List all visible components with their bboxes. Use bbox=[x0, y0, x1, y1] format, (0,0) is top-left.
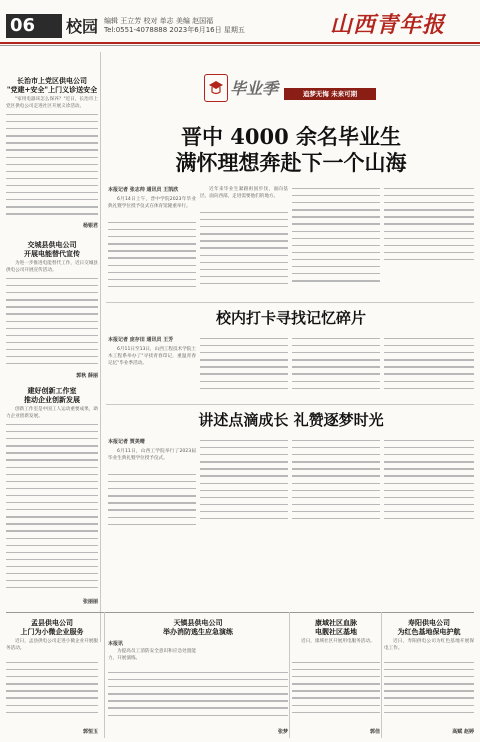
article-2-col-4 bbox=[384, 338, 474, 398]
bottom-article-4-body bbox=[384, 662, 474, 724]
meta-editors: 编辑 王立芳 校对 单志 美编 赵国福 bbox=[104, 17, 214, 25]
page-header bbox=[0, 0, 480, 44]
left-article-1-editor: 杨银君 bbox=[82, 223, 98, 229]
article-3-col-3 bbox=[292, 440, 380, 532]
bottom-article-3-editor: 郭佳 bbox=[369, 729, 380, 735]
header-meta bbox=[104, 17, 245, 35]
left-article-3-text: 创新工作室是中国工人运动重要成果，助力企业创新发展。 bbox=[6, 407, 98, 420]
bottom-article-1-text: 近日，孟县供电公司走进小微企业开展服务活动。 bbox=[6, 639, 98, 652]
header-rule-thin bbox=[0, 45, 480, 46]
article-2-headline: 校内打卡寻找记忆碎片 bbox=[215, 309, 366, 327]
column-divider bbox=[100, 52, 101, 642]
left-article-2-editor: 郭秋 薛丽 bbox=[76, 373, 98, 379]
article-3-headline: 讲述点滴成长 礼赞逐梦时光 bbox=[198, 411, 384, 429]
header-rule bbox=[0, 42, 480, 44]
left-article-2-body bbox=[6, 278, 98, 370]
left-article-3-body bbox=[6, 424, 98, 594]
bottom-article-4-editor: 高赋 赵婷 bbox=[452, 729, 474, 735]
graduation-banner bbox=[218, 76, 378, 106]
main-para-2: 近年来毕业生紧跟祖国步伐，面向基层、面向西部，走进需要他们的地方。 bbox=[200, 187, 288, 200]
left-article-1-text: "家用电器该怎么保养？"近日，长治市上党区供电公司走进社区开展义诊活动。 bbox=[6, 97, 98, 110]
bottom-divider-v3 bbox=[381, 612, 382, 738]
left-article-3-title: 建好创新工作室 推动企业创新发展 bbox=[24, 386, 80, 404]
article-3-lead: 6月11日，山西工学院举行了2023届毕业生典礼暨学位授予仪式。 bbox=[108, 449, 196, 462]
masthead-logo: 山西青年报 bbox=[330, 12, 446, 38]
left-article-1-title: 长治市上党区供电公司 "党建+安全"上门义诊送安全 bbox=[6, 76, 98, 94]
section-divider-1 bbox=[106, 302, 474, 303]
page-number: 06 bbox=[6, 14, 62, 38]
article-3-col-4 bbox=[384, 440, 474, 532]
banner-title: 毕业季 bbox=[230, 79, 279, 98]
bottom-article-4-text: 近日，寿阳供电公司为红色基地开展保电工作。 bbox=[384, 639, 474, 652]
meta-date: Tel:0551-4078888 2023年6月16日 星期五 bbox=[104, 26, 245, 34]
bottom-article-1-title: 孟县供电公司 上门为小微企业服务 bbox=[20, 618, 84, 636]
main-body-col-4 bbox=[384, 188, 474, 270]
article-3-col-1 bbox=[108, 474, 196, 532]
bottom-article-3-title: 康域社区血脉 电靓社区基地 bbox=[315, 618, 357, 636]
bottom-article-2-text: 为提高员工消防安全意识和应急处置能力，开展演练。 bbox=[108, 649, 196, 662]
left-article-2-title: 交城县供电公司 开展电能替代宣传 bbox=[24, 240, 80, 258]
bottom-article-2-editor: 张梦 bbox=[277, 729, 288, 735]
main-body-col-1 bbox=[108, 222, 196, 294]
banner-slogan: 追梦无悔 未来可期 bbox=[284, 88, 376, 100]
bottom-article-1-editor: 郭恒玉 bbox=[82, 729, 98, 735]
left-article-3-editor: 张丽丽 bbox=[82, 599, 98, 605]
bottom-divider-v1 bbox=[104, 612, 105, 738]
bottom-divider-v2 bbox=[289, 612, 290, 738]
main-byline: 本报记者 张志帅 通讯员 王凯欣 bbox=[108, 187, 179, 193]
article-2-col-2 bbox=[200, 338, 288, 398]
left-article-1-body bbox=[6, 114, 98, 218]
main-body-col-3 bbox=[292, 188, 380, 294]
article-3-col-2 bbox=[200, 440, 288, 532]
section-divider-2 bbox=[106, 404, 474, 405]
main-headline-line1: 晋中 4000 余名毕业生 bbox=[180, 124, 402, 149]
main-body-col-2 bbox=[200, 212, 288, 294]
bottom-divider bbox=[6, 612, 474, 613]
bottom-article-2-body bbox=[108, 672, 288, 724]
bottom-article-4-title: 寿阳供电公司 为红色基地保电护航 bbox=[397, 618, 461, 636]
article-2-col-3 bbox=[292, 338, 380, 398]
bottom-article-3-body bbox=[292, 662, 380, 724]
article-2-lead: 6月11日至13日，山西工程技术学院土木工程系举办了"寻找青春印记，重温青春记忆"毕业季活动。 bbox=[108, 347, 196, 367]
main-headline-line2: 满怀理想奔赴下一个山海 bbox=[175, 150, 407, 175]
main-lead: 6月14日上午，晋中学院2023年毕业典礼暨学位授予仪式在体育馆隆重举行。 bbox=[108, 197, 196, 210]
bottom-article-3-text: 近日，康域社区开展用电服务活动。 bbox=[301, 639, 375, 644]
article-2-byline: 本报记者 庞存田 通讯员 王芳 bbox=[108, 337, 174, 343]
left-article-2-text: 为进一步推进电能替代工作，近日交城县供电公司开展宣传活动。 bbox=[6, 261, 98, 274]
article-3-byline: 本报记者 贾美晴 bbox=[108, 439, 145, 445]
bottom-article-2-title: 天镇县供电公司 举办消防逃生应急演练 bbox=[163, 618, 233, 636]
bottom-article-2-byline: 本报讯 bbox=[108, 641, 124, 647]
bottom-article-1-body bbox=[6, 662, 98, 724]
section-title: 校园 bbox=[66, 17, 99, 36]
